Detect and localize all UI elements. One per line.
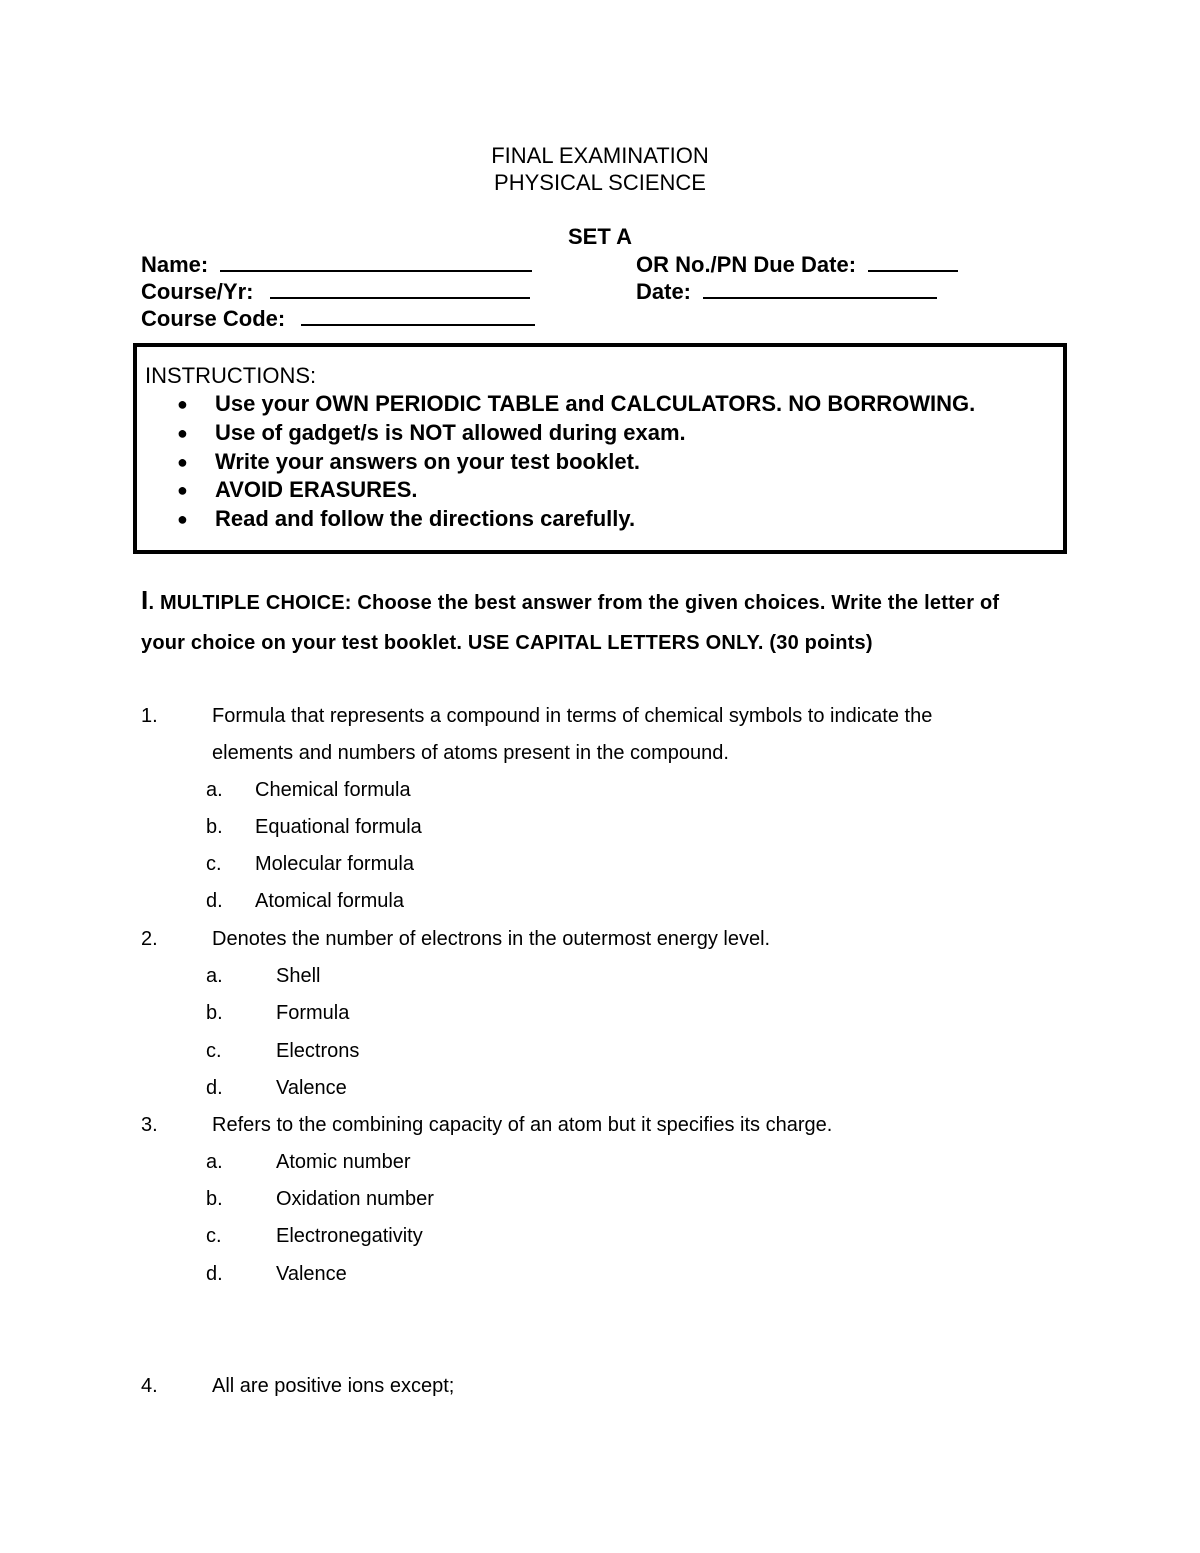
- bullet-icon: ●: [177, 452, 188, 472]
- or-number-label: OR No./PN Due Date:: [636, 252, 857, 277]
- course-year-label: Course/Yr:: [141, 279, 254, 304]
- choice-letter: a.: [206, 965, 223, 987]
- bullet-icon: ●: [177, 394, 188, 414]
- section-heading: [141, 587, 999, 616]
- course-code-label: Course Code:: [141, 306, 286, 331]
- exam-title: FINAL EXAMINATION: [491, 143, 709, 168]
- or-number-field: [636, 252, 958, 278]
- section-number: I: [141, 585, 149, 615]
- choice-text: Electrons: [276, 1040, 360, 1062]
- date-label: Date:: [636, 279, 692, 304]
- instructions-box: INSTRUCTIONS: ● Use your OWN PERIODIC TABLE and CALCULATORS. NO BORROWING. ● Use of gadget/s is NOT allowed during exam. ● Write your answers on your test booklet. ● AVOID ERASURES. ● Read and follow the directions carefully.: [133, 343, 1067, 554]
- choice-text: Formula: [276, 1002, 350, 1024]
- name-label: Name:: [141, 252, 209, 277]
- choice-letter: b.: [206, 816, 223, 838]
- bullet-icon: ●: [177, 509, 188, 529]
- choice-letter: a.: [206, 1151, 223, 1173]
- course-year-field: [141, 279, 530, 305]
- question-number: 3.: [141, 1114, 158, 1136]
- question-text: All are positive ions except;: [212, 1375, 455, 1397]
- choice-text: Oxidation number: [276, 1188, 434, 1210]
- course-code-blank: [301, 306, 535, 326]
- choice-text: Molecular formula: [255, 853, 414, 875]
- question-number: 4.: [141, 1375, 158, 1397]
- question-text: Denotes the number of electrons in the outermost energy level.: [212, 928, 771, 950]
- choice-letter: c.: [206, 1040, 222, 1062]
- question-number: 1.: [141, 705, 158, 727]
- section-heading-line1: . MULTIPLE CHOICE: Choose the best answer from the given choices. Write the letter of: [148, 592, 1000, 614]
- name-blank: [220, 252, 532, 272]
- course-code-field: [141, 306, 535, 332]
- section-heading-line2: your choice on your test booklet. USE CAPITAL LETTERS ONLY. (30 points): [141, 632, 873, 654]
- choice-text: Electronegativity: [276, 1225, 423, 1247]
- choice-text: Chemical formula: [255, 779, 411, 801]
- name-field: [141, 252, 532, 278]
- instructions-title: INSTRUCTIONS:: [145, 363, 317, 388]
- choice-letter: d.: [206, 1077, 223, 1099]
- choice-text: Atomic number: [276, 1151, 411, 1173]
- exam-subject: PHYSICAL SCIENCE: [494, 170, 706, 195]
- choice-letter: a.: [206, 779, 223, 801]
- question-text: elements and numbers of atoms present in the compound.: [212, 742, 729, 764]
- choice-text: Valence: [276, 1263, 347, 1285]
- choice-letter: b.: [206, 1002, 223, 1024]
- choice-text: Valence: [276, 1077, 347, 1099]
- course-year-blank: [270, 279, 530, 299]
- question-text: Refers to the combining capacity of an atom but it specifies its charge.: [212, 1114, 833, 1136]
- choice-text: Shell: [276, 965, 321, 987]
- choice-letter: c.: [206, 853, 222, 875]
- exam-set: SET A: [568, 224, 632, 249]
- or-number-blank: [868, 252, 958, 272]
- choice-letter: d.: [206, 890, 223, 912]
- bullet-icon: ●: [177, 480, 188, 500]
- choice-text: Equational formula: [255, 816, 422, 838]
- date-field: [636, 279, 937, 305]
- choice-letter: d.: [206, 1263, 223, 1285]
- choice-letter: c.: [206, 1225, 222, 1247]
- choice-text: Atomical formula: [255, 890, 404, 912]
- question-text: Formula that represents a compound in terms of chemical symbols to indicate the: [212, 705, 933, 727]
- bullet-icon: ●: [177, 423, 188, 443]
- question-number: 2.: [141, 928, 158, 950]
- choice-letter: b.: [206, 1188, 223, 1210]
- date-blank: [703, 279, 937, 299]
